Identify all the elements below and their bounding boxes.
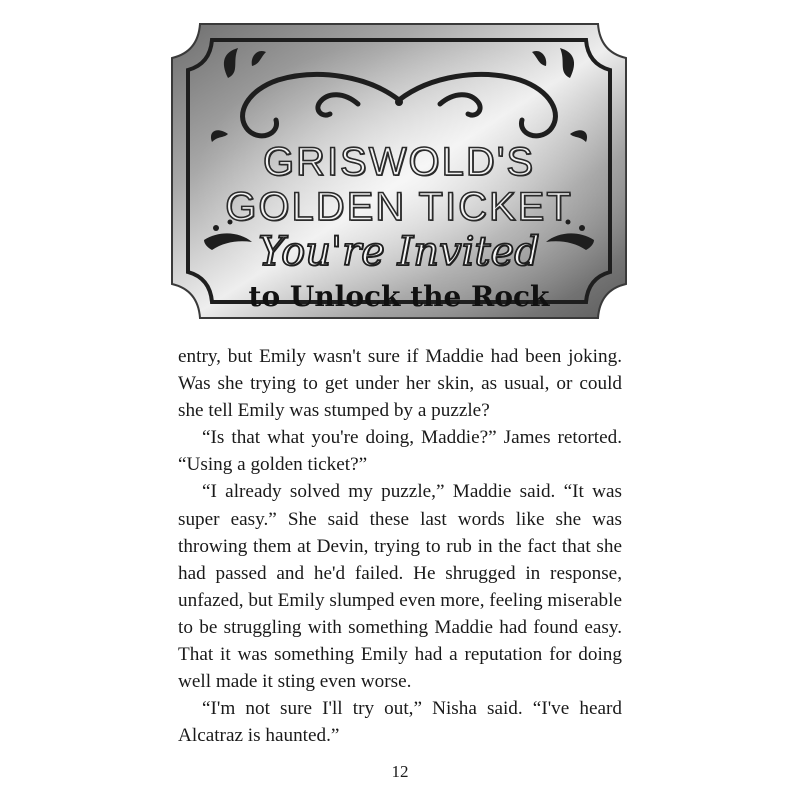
ticket-title-line-1: GRISWOLD'S xyxy=(262,140,536,184)
ticket-subtitle: to Unlock the Rock xyxy=(248,280,550,313)
ticket-invitation-script: You're Invited xyxy=(258,229,540,275)
ticket-title-line-2: GOLDEN TICKET xyxy=(225,185,573,229)
paragraph-3: “I already solved my puzzle,” Maddie said. “It was super easy.” She said these last words like she was throwing them at Devin, trying to rub in the fact that she had passed and he'd failed. He shrugged in response, unfazed, but Emily slumped even more, feeling miserable to be struggling with something Maddie had found easy. That it was something Emily had a reputation for doing well made it sting even worse. xyxy=(178,481,622,693)
paragraph-2: “Is that what you're doing, Maddie?” James retorted. “Using a golden ticket?” xyxy=(178,427,622,476)
paragraph-4: “I'm not sure I'll try out,” Nisha said. “I've heard Alcatraz is haunted.” xyxy=(178,698,622,747)
book-page-body xyxy=(178,343,622,749)
page-number: 12 xyxy=(391,762,409,781)
paragraph-1: entry, but Emily wasn't sure if Maddie had been joking. Was she trying to get under her skin, as usual, or could she tell Emily was stumped by a puzzle? xyxy=(178,346,622,422)
golden-ticket-illustration xyxy=(168,18,630,324)
